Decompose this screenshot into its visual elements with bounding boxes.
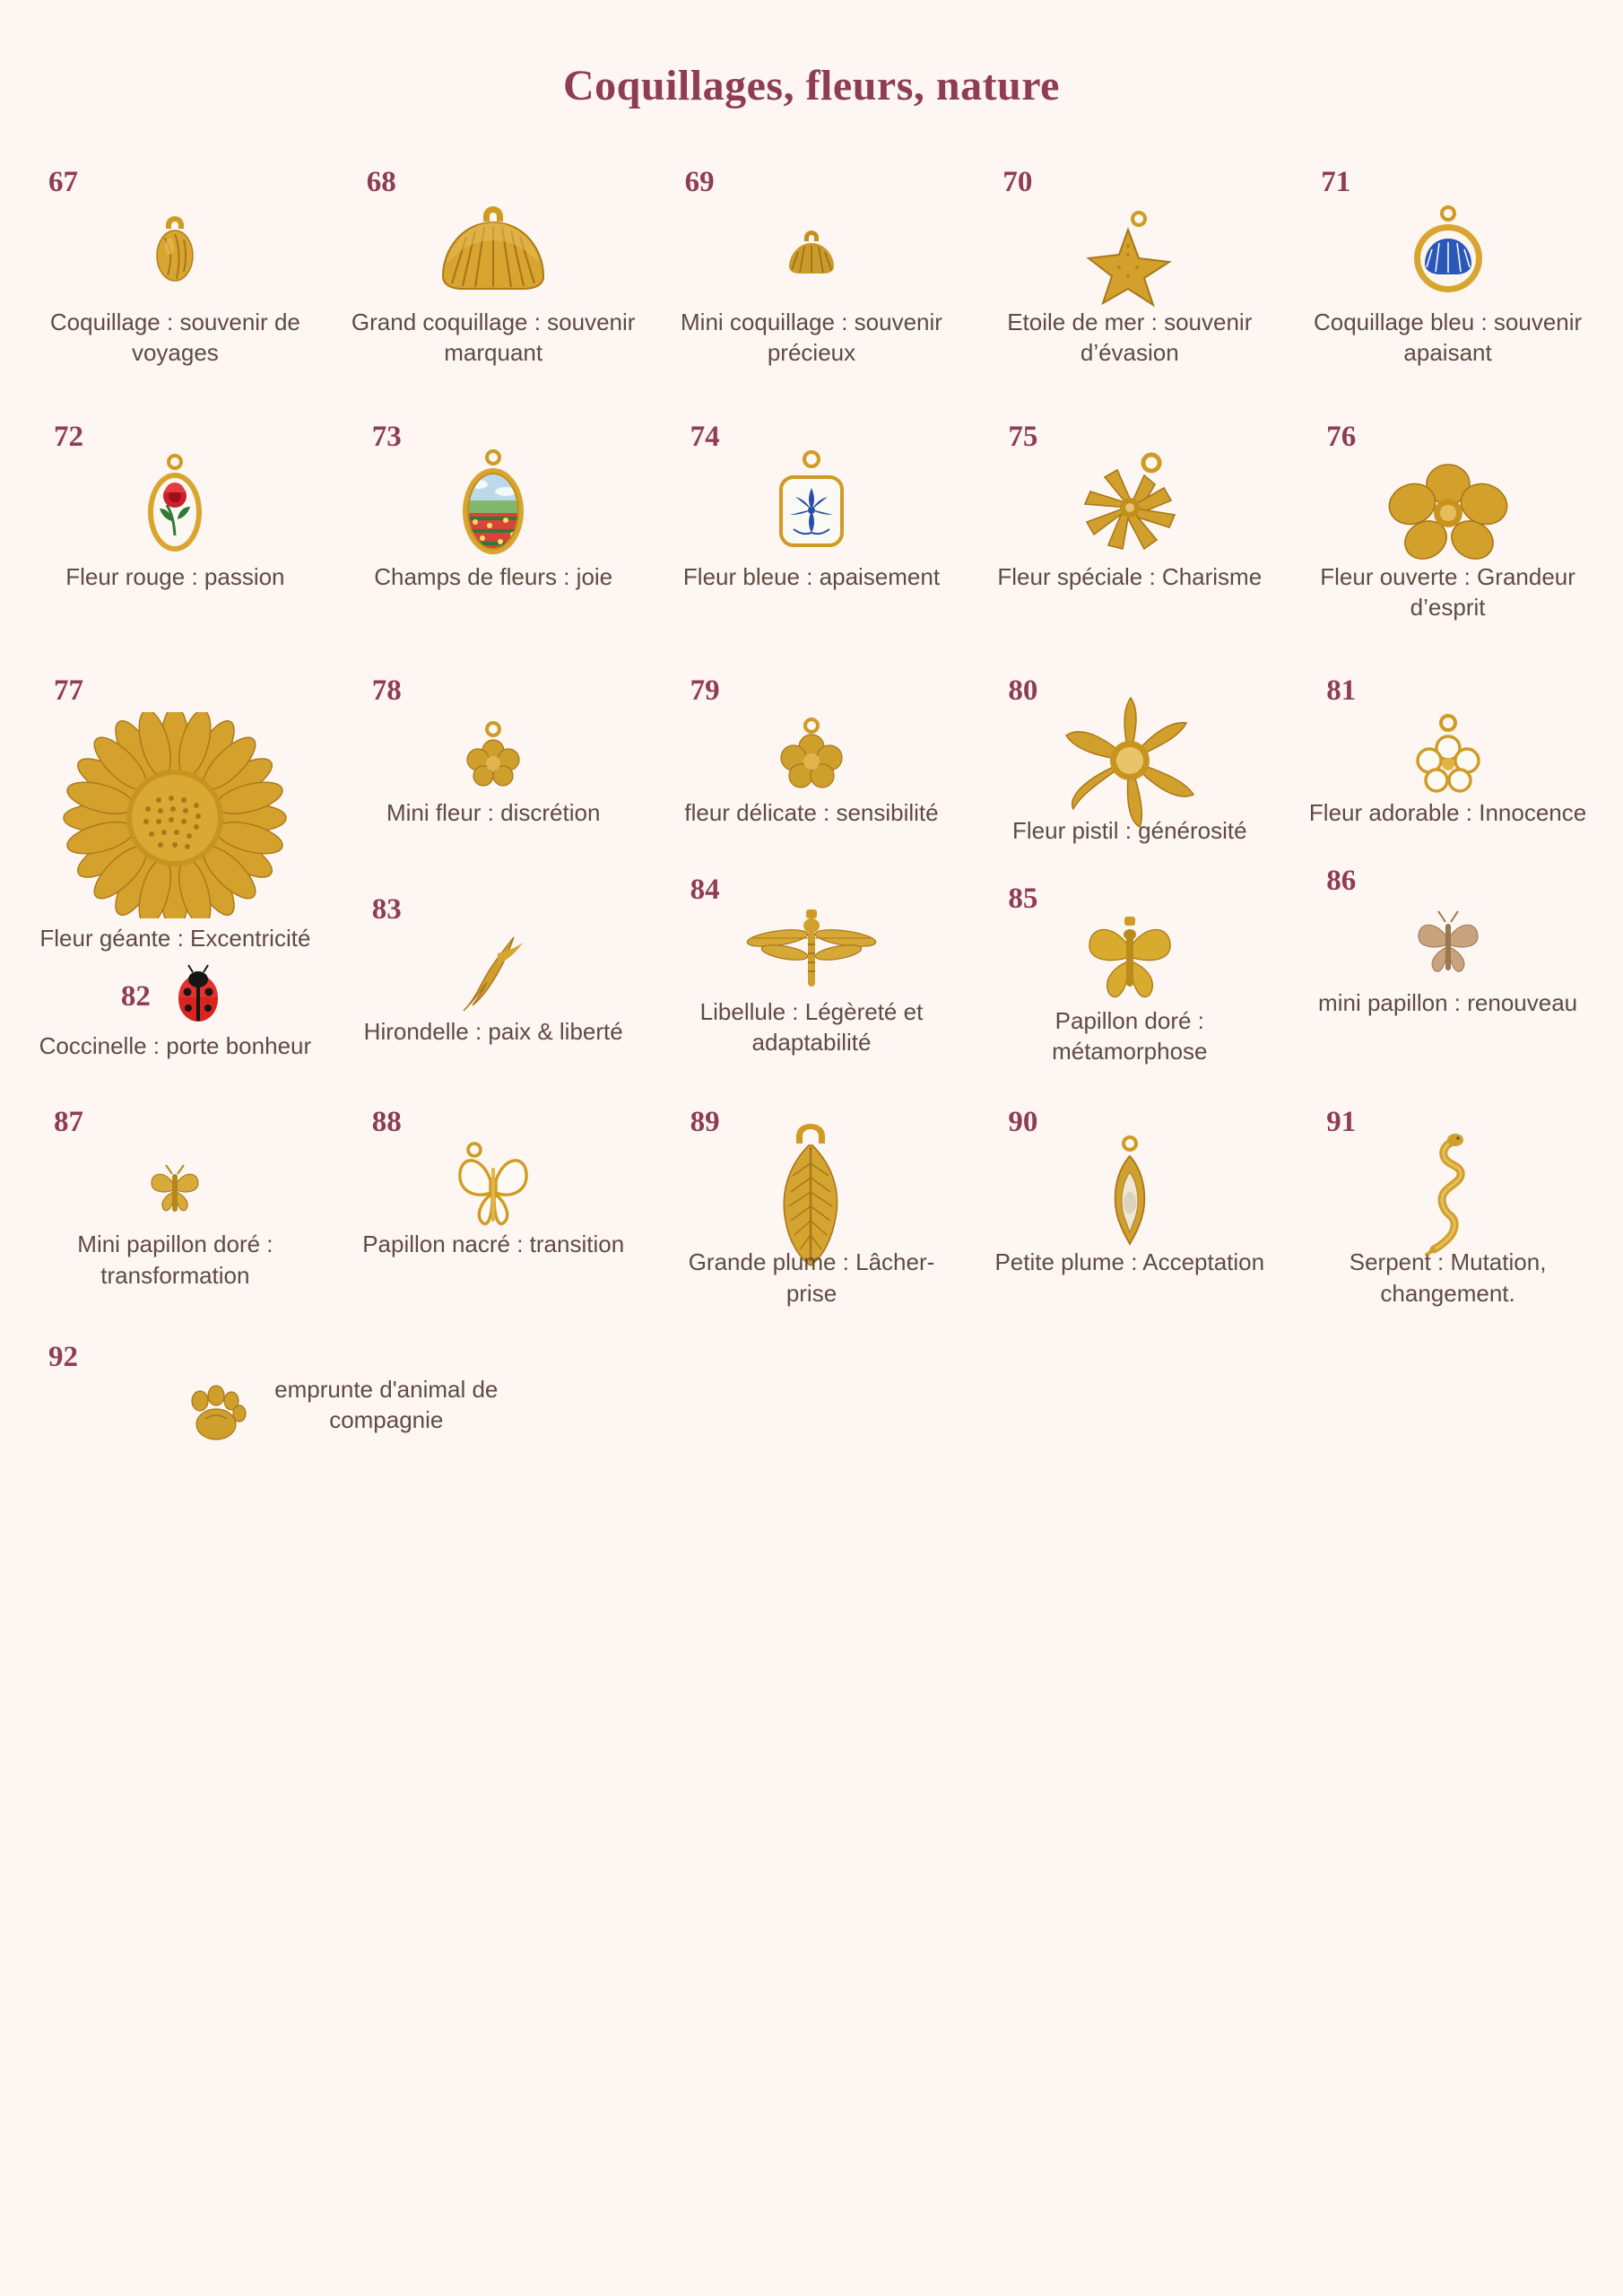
charm-number: 89 — [690, 1106, 720, 1139]
charm-label: Fleur spéciale : Charisme — [997, 562, 1263, 590]
charm-label: Etoile de mer : souvenir d’évasion — [1007, 309, 1253, 367]
charm-label: mini papillon : renouveau — [1318, 988, 1578, 1016]
charm-number: 67 — [48, 166, 78, 198]
charm-label: Coccinelle : porte bonheur — [39, 1031, 312, 1059]
golden-butterfly-icon — [977, 916, 1281, 1005]
charm-number: 80 — [1008, 674, 1038, 708]
charm-label: fleur délicate : sensibilité — [684, 799, 939, 827]
charm-item-92[interactable] — [16, 1341, 653, 1459]
charm-number: 79 — [690, 674, 720, 708]
charm-item-87[interactable] — [16, 1106, 334, 1309]
charm-number: 87 — [54, 1106, 83, 1139]
pearl-butterfly-icon — [342, 1139, 646, 1229]
delicate-flower-icon — [660, 708, 964, 797]
charm-number: 90 — [1008, 1106, 1038, 1139]
charm-row-5 — [0, 1106, 1623, 1309]
charm-item-81[interactable] — [1289, 674, 1607, 1066]
charm-label: Coquillage bleu : souvenir apaisant — [1313, 309, 1583, 367]
mini-flower-icon — [342, 708, 646, 797]
mini-golden-butterfly-icon — [23, 1139, 327, 1229]
special-flower-icon — [977, 454, 1281, 561]
charm-item-73[interactable] — [334, 421, 653, 623]
charm-row-6 — [0, 1341, 1623, 1459]
charm-label: Fleur rouge : passion — [65, 562, 285, 590]
red-flower-cameo-icon — [23, 454, 327, 561]
charm-number: 84 — [690, 873, 720, 906]
charm-number: 75 — [1008, 420, 1038, 453]
charm-item-72[interactable] — [16, 421, 334, 623]
charm-item-75[interactable] — [970, 421, 1289, 623]
charm-label: Petite plume : Acceptation — [994, 1248, 1265, 1276]
snake-icon — [1296, 1139, 1600, 1247]
charm-label: Mini papillon doré : transformation — [77, 1231, 273, 1289]
charm-item-74[interactable] — [653, 421, 971, 623]
charm-number: 73 — [371, 420, 402, 453]
charm-number: 92 — [48, 1340, 78, 1373]
charm-label: Fleur bleue : apaisement — [682, 562, 941, 590]
charm-number: 81 — [1326, 674, 1357, 708]
charm-item-70[interactable] — [970, 166, 1289, 369]
charm-item-71[interactable] — [1289, 166, 1607, 369]
charm-label: Fleur ouverte : Grandeur d’esprit — [1320, 562, 1575, 621]
charm-item-90[interactable] — [970, 1106, 1289, 1309]
pistil-flower-icon — [977, 708, 1281, 815]
charm-label: Papillon nacré : transition — [362, 1231, 625, 1258]
charm-label: Mini fleur : discrétion — [386, 799, 601, 827]
charm-label: Papillon doré : métamorphose — [1052, 1006, 1208, 1065]
charm-label: emprunte d'animal de compagnie — [274, 1375, 499, 1434]
charm-label: Hirondelle : paix & liberté — [363, 1017, 623, 1045]
charm-label: Libellule : Légèreté et adaptabilité — [699, 997, 924, 1056]
charm-label: Mini coquillage : souvenir précieux — [681, 309, 942, 367]
charm-item-68[interactable] — [334, 166, 653, 369]
swallow-bird-icon — [342, 926, 646, 1016]
charm-number: 78 — [371, 674, 402, 708]
giant-sunflower-icon — [23, 708, 327, 923]
shell-charm-icon — [23, 199, 327, 307]
charm-number: 74 — [690, 420, 720, 453]
charm-number: 70 — [1002, 166, 1033, 198]
large-scallop-shell-icon — [342, 199, 646, 307]
charm-row-2 — [0, 421, 1623, 623]
charm-label: Serpent : Mutation, changement. — [1349, 1248, 1547, 1307]
charm-label: Grand coquillage : souvenir marquant — [351, 309, 636, 367]
charm-number: 85 — [1008, 882, 1038, 915]
charm-item-77[interactable] — [16, 674, 334, 1066]
pet-paw-print-icon — [166, 1374, 265, 1459]
charm-label: Champs de fleurs : joie — [374, 562, 613, 590]
charm-number: 83 — [371, 892, 402, 926]
mini-shell-icon — [660, 199, 964, 307]
dragonfly-icon — [660, 907, 964, 996]
charm-number: 88 — [371, 1106, 402, 1139]
blue-flower-tile-icon — [660, 454, 964, 561]
charm-item-67[interactable] — [16, 166, 334, 369]
open-flower-icon — [1296, 454, 1600, 561]
charm-item-76[interactable] — [1289, 421, 1607, 623]
mini-butterfly-icon — [1296, 898, 1600, 987]
charm-label: Grande plume : Lâcher-prise — [688, 1248, 935, 1307]
charm-label: Fleur adorable : Innocence — [1308, 799, 1587, 827]
charm-number: 86 — [1326, 864, 1357, 897]
small-feather-icon — [977, 1139, 1281, 1247]
charm-number: 76 — [1326, 420, 1357, 453]
blue-shell-medallion-icon — [1296, 199, 1600, 307]
charm-row-1 — [0, 166, 1623, 369]
charm-number: 77 — [54, 674, 83, 708]
charm-number: 72 — [54, 420, 83, 453]
charm-item-69[interactable] — [653, 166, 971, 369]
charm-number: 82 — [120, 979, 151, 1013]
charm-item-80[interactable] — [970, 674, 1289, 1066]
charm-item-82[interactable] — [23, 963, 327, 1031]
page-title: Coquillages, fleurs, nature — [563, 62, 1060, 109]
charm-label: Fleur pistil : générosité — [1012, 817, 1247, 845]
charm-item-78[interactable] — [334, 674, 653, 1066]
charm-number: 71 — [1321, 166, 1351, 198]
charm-item-88[interactable] — [334, 1106, 653, 1309]
ladybug-icon — [167, 963, 230, 1031]
charm-row-3 — [0, 674, 1623, 1066]
charm-number: 91 — [1326, 1106, 1357, 1139]
large-feather-icon — [660, 1139, 964, 1247]
charm-number: 68 — [366, 166, 396, 198]
charm-label: Coquillage : souvenir de voyages — [49, 309, 300, 367]
flower-field-cameo-icon — [342, 454, 646, 561]
charm-item-91[interactable] — [1289, 1106, 1607, 1309]
starfish-icon — [977, 199, 1281, 307]
adorable-white-flower-icon — [1296, 708, 1600, 797]
charm-number: 69 — [684, 166, 715, 198]
charm-item-89[interactable] — [653, 1106, 971, 1309]
charm-label: Fleur géante : Excentricité — [39, 925, 311, 952]
charm-item-79[interactable] — [653, 674, 971, 1066]
